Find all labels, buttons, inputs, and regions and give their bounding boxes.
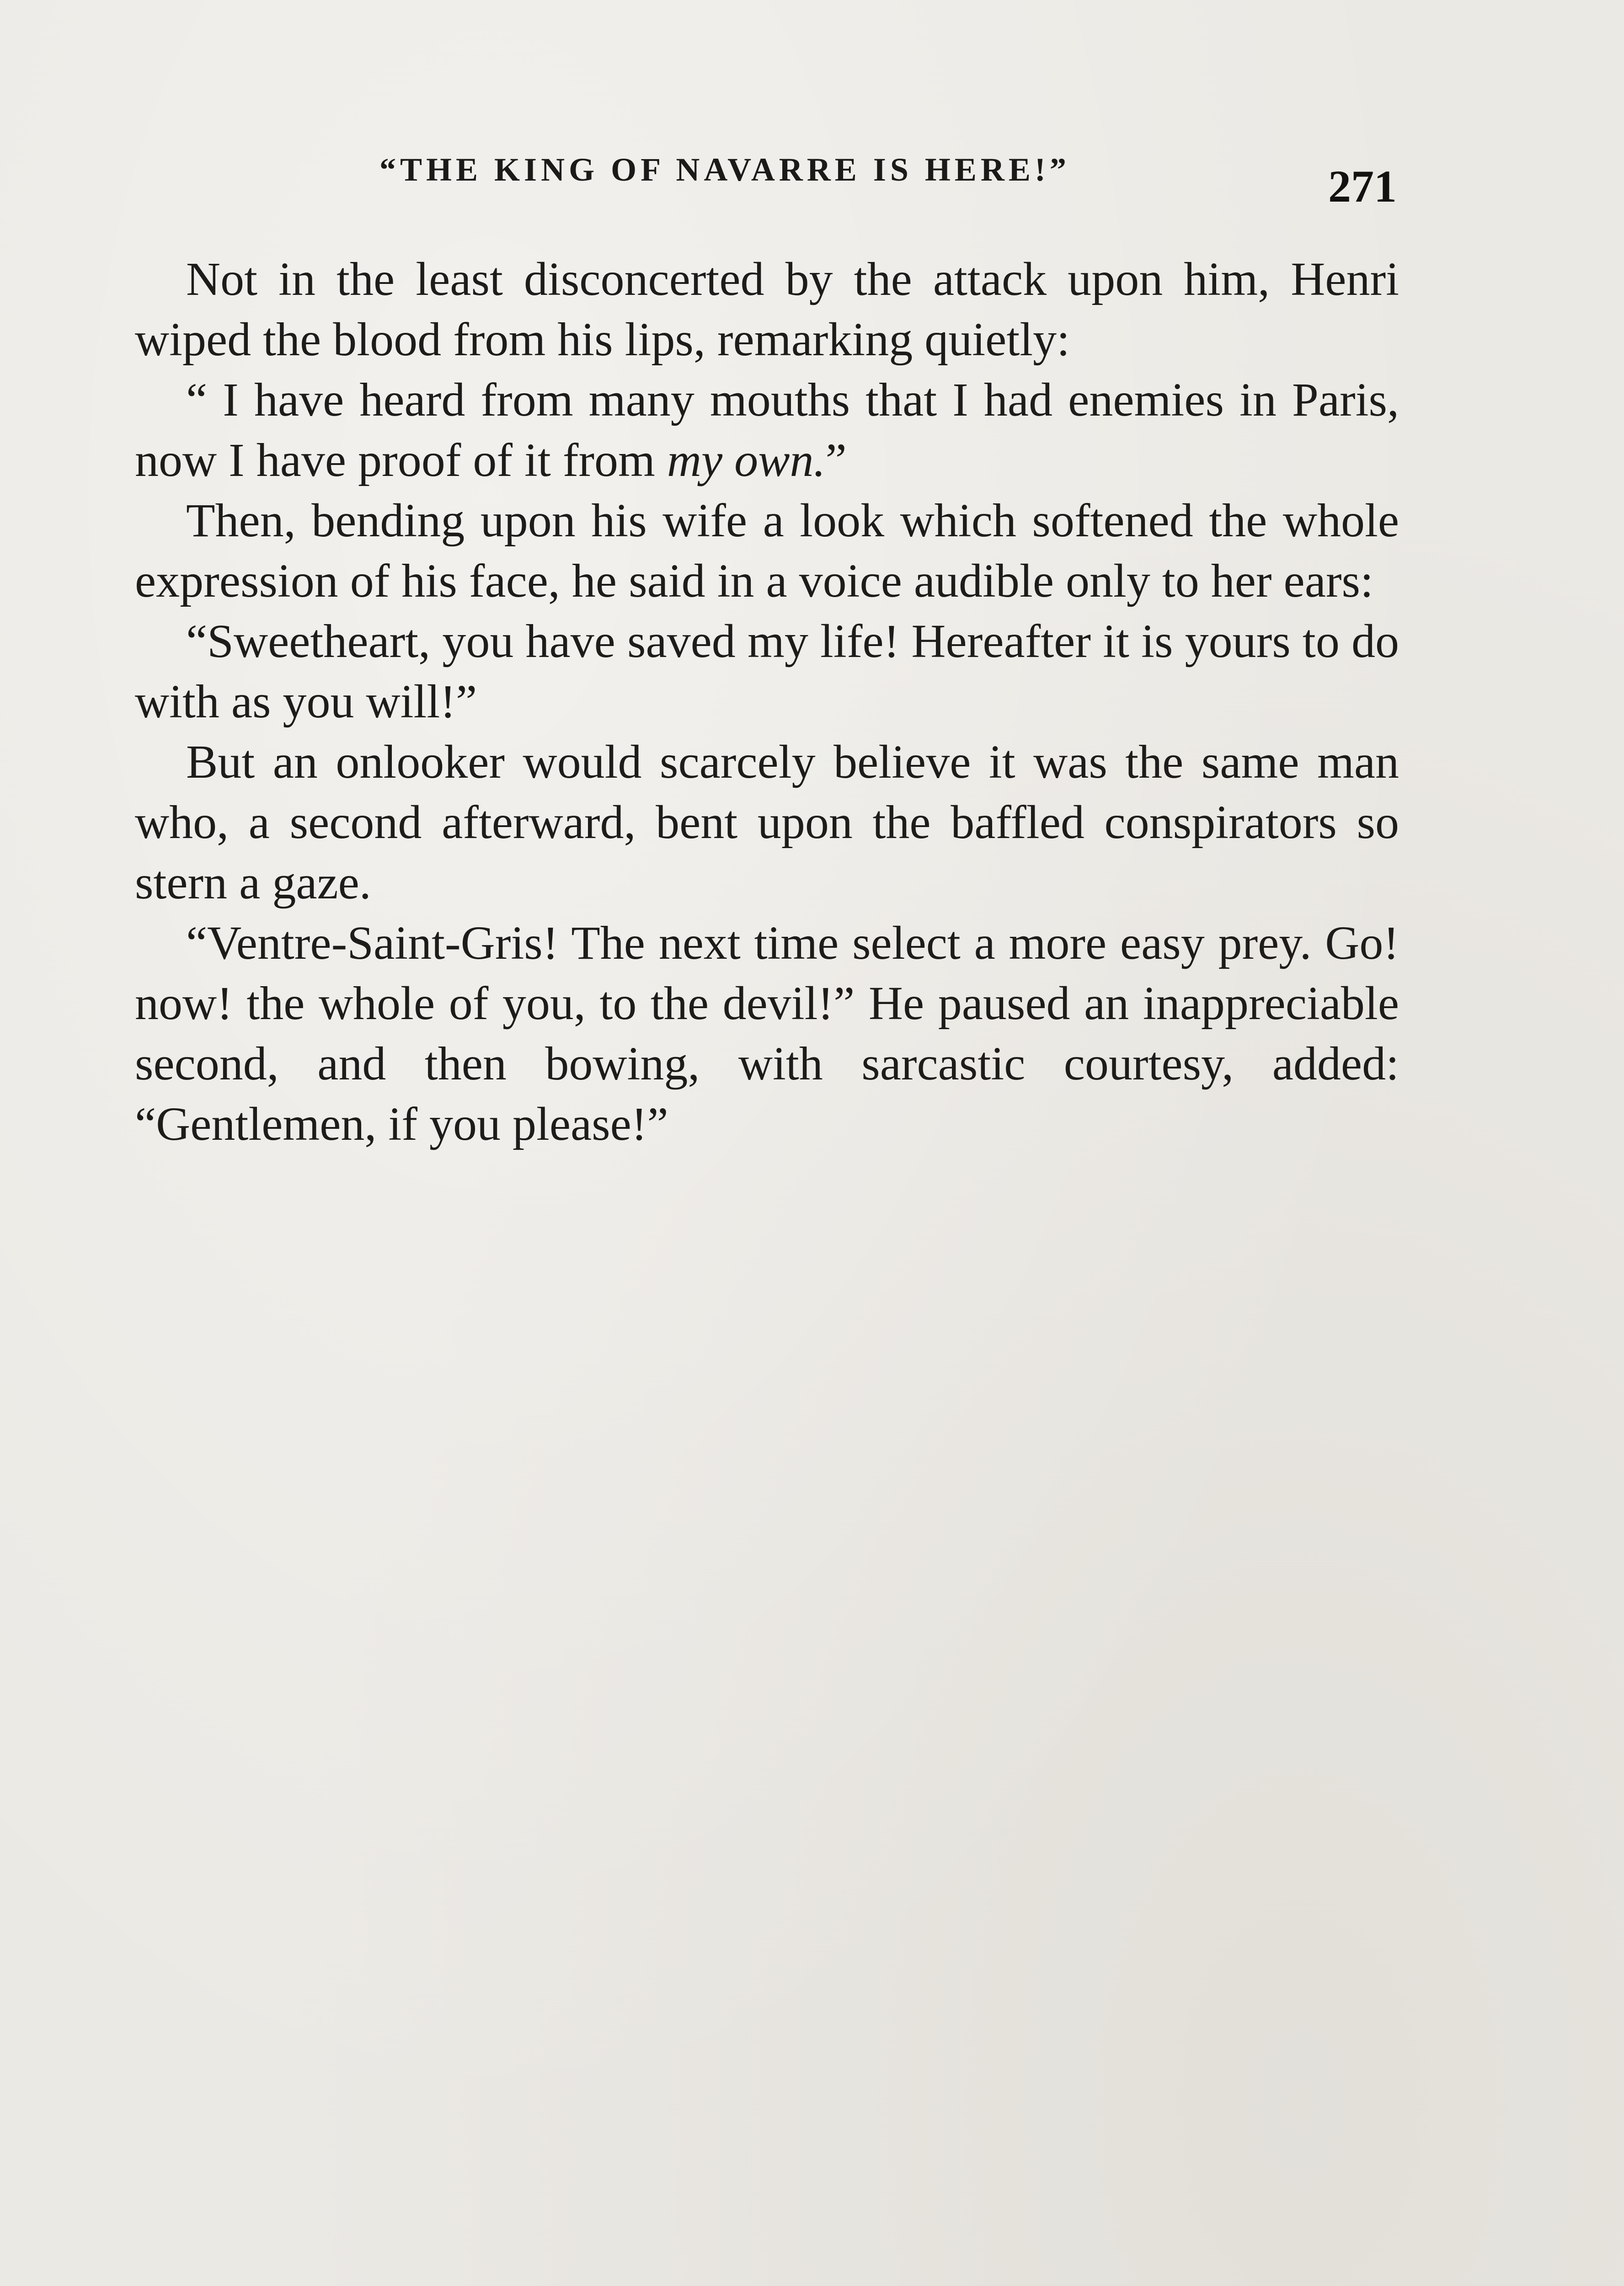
- paragraph-text: “ I have heard from many mouths that I had enemies in Paris, now I have proof of it from: [135, 374, 1399, 486]
- paragraph: Then, bending upon his wife a look which softened the whole expression of his face, he said in a voice audible only to her ears:: [135, 494, 1399, 607]
- paragraph: But an onlooker would scarcely believe it was the same man who, a second afterward, bent upon the baffled conspirators so stern a gaze.: [135, 736, 1399, 909]
- emphasized-text: my own.: [667, 434, 826, 486]
- paragraph: [135, 370, 1399, 491]
- page-number: 271: [1328, 161, 1397, 212]
- body-text: [135, 249, 1399, 1154]
- paragraph: “Ventre-Saint-Gris! The next time select a more easy prey. Go! now! the whole of you, to the devil!” He paused an inappreciable second, and then bowing, with sarcastic courtesy, added: “Gentlemen, if you please!”: [135, 917, 1399, 1150]
- closing-quote: ”: [825, 434, 847, 486]
- paragraph: “Sweetheart, you have saved my life! Hereafter it is yours to do with as you will!”: [135, 615, 1399, 728]
- running-title: “THE KING OF NAVARRE IS HERE!”: [379, 151, 1070, 188]
- paragraph: Not in the least disconcerted by the attack upon him, Henri wiped the blood from his lips, remarking quietly:: [135, 253, 1399, 366]
